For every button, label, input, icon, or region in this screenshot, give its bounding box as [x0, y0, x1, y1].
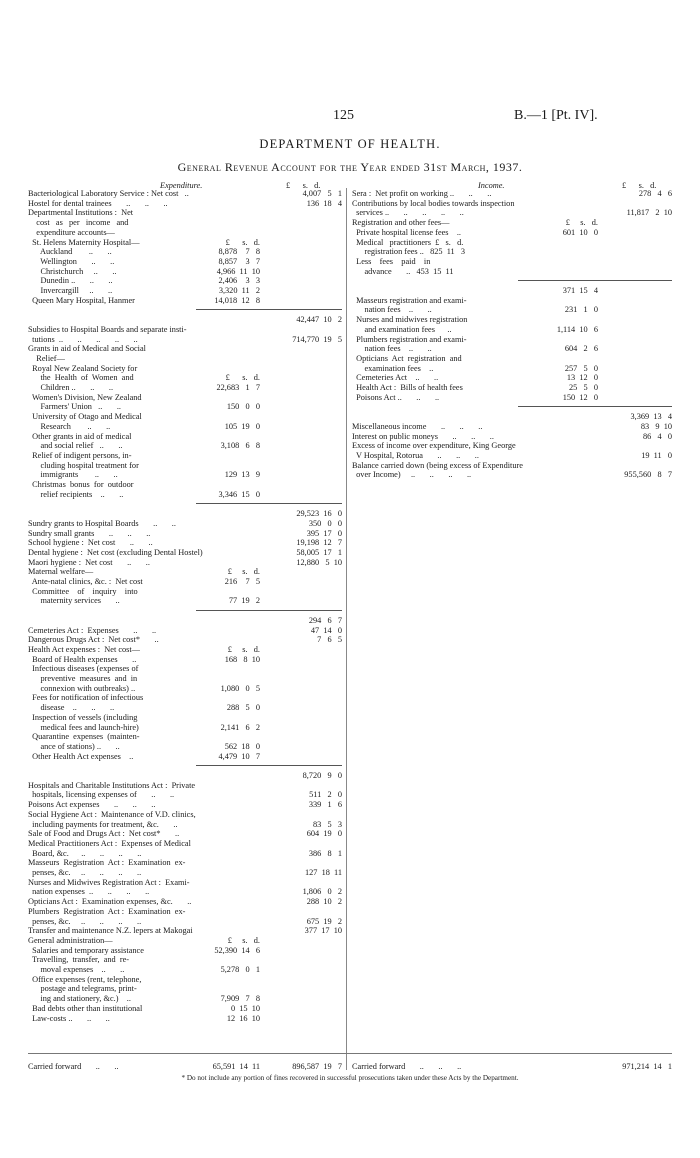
line-text: Poisons Act expenses .. .. ..	[28, 800, 156, 810]
line-amount: 127 18 11	[304, 868, 342, 877]
line-subtotal: 231 1 0	[564, 305, 598, 315]
line-text: Inspection of vessels (including	[28, 712, 138, 722]
line-text: nation fees .. ..	[352, 305, 432, 315]
line-subtotal: 1,080 0 5	[220, 683, 260, 693]
line-subtotal: £ s. d.	[227, 935, 260, 945]
line-subtotal: 601 10 0	[562, 227, 598, 237]
line-text: Registration and other fees—	[352, 218, 450, 228]
line-text: Bacteriological Laboratory Service : Net cost ..	[28, 189, 189, 198]
line-text: maternity services ..	[28, 596, 120, 606]
line-amount: 58,005 17 1	[296, 547, 342, 557]
line-text: Excess of income over expenditure, King George	[352, 441, 516, 451]
line-subtotal: 562 18 0	[224, 741, 260, 751]
line-text: Transfer and maintenance N.Z. lepers at Makogai	[28, 926, 193, 936]
line-text: disease .. .. ..	[28, 703, 115, 713]
carried-rule	[28, 1053, 672, 1054]
line-text: medical fees and launch-hire)	[28, 722, 139, 732]
subtotal-rule	[518, 406, 672, 407]
line-amount: 29,523 16 0	[296, 509, 342, 519]
line-text: Women's Division, New Zealand	[28, 392, 142, 402]
line-text: including payments for treatment, &c. ..	[28, 819, 178, 829]
line-text: ing and stationery, &c.) ..	[28, 994, 131, 1004]
line-subtotal: 4,479 10 7	[218, 751, 260, 761]
line-amount: 3,369 13 4	[630, 412, 672, 422]
line-amount: 395 17 0	[306, 528, 342, 538]
line-subtotal: 12 16 10	[226, 1013, 260, 1023]
line-text: Christmas bonus for outdoor	[28, 480, 134, 489]
line-text: tutions .. .. .. .. ..	[28, 334, 138, 344]
line-amount: 19 11 0	[641, 450, 672, 460]
line-text: St. Helens Maternity Hospital—	[28, 237, 140, 247]
subtotal-rule	[196, 610, 342, 611]
line-amount: 511 2 0	[309, 790, 342, 800]
line-amount: 12,880 5 10	[296, 557, 342, 567]
line-text: Health Act expenses : Net cost—	[28, 644, 140, 654]
line-text: Committee of inquiry into	[28, 586, 138, 596]
line-amount: 136 18 4	[306, 198, 342, 208]
line-text: cost as per income and	[28, 218, 129, 228]
line-text: School hygiene : Net cost .. ..	[28, 538, 153, 548]
line-text: Hostel for dental trainees .. .. ..	[28, 198, 168, 208]
line-text: Health Act : Bills of health fees	[352, 383, 463, 392]
line-text: Poisons Act .. .. ..	[352, 392, 440, 402]
line-text: immigrants .. ..	[28, 470, 118, 480]
line-text: Board of Health expenses ..	[28, 654, 137, 664]
line-text: Balance carried down (being excess of Expenditure	[352, 460, 523, 470]
line-text: Maternal welfare—	[28, 567, 94, 577]
line-text: Opticians Act : Examination expenses, &c. ..	[28, 897, 192, 907]
line-subtotal: 5,278 0 1	[220, 965, 260, 974]
line-text: registration fees .. 825 11 3	[352, 247, 466, 257]
line-text: Children .. .. ..	[28, 383, 114, 392]
line-amount: 278 4 6	[638, 189, 672, 198]
line-text: Sundry small grants .. .. ..	[28, 528, 151, 538]
line-subtotal: 22,683 1 7	[216, 383, 260, 392]
expenditure-currency-heading: £ s. d.	[286, 181, 321, 190]
expenditure-carried-label: Carried forward .. ..	[28, 1062, 119, 1071]
line-text: connexion with outbreaks) ..	[28, 683, 136, 693]
line-text: Nurses and Midwives Registration Act : Exami-	[28, 877, 190, 887]
subtotal-rule	[518, 280, 672, 281]
line-amount: 675 19 2	[306, 916, 342, 926]
line-amount: 955,560 8 7	[624, 470, 672, 480]
line-text: Relief of indigent persons, in-	[28, 450, 132, 460]
line-text: Research .. ..	[28, 421, 111, 431]
line-subtotal: 2,141 6 2	[220, 722, 260, 732]
line-subtotal: 371 15 4	[562, 286, 598, 295]
line-text: over Income) .. .. .. ..	[352, 470, 472, 480]
line-text: General administration—	[28, 935, 113, 945]
line-subtotal: 77 19 2	[228, 596, 260, 606]
line-amount: 4,007 5 1	[302, 189, 342, 198]
line-subtotal: 288 5 0	[226, 703, 260, 713]
line-text: Less fees paid in	[352, 256, 431, 266]
line-text: moval expenses .. ..	[28, 965, 125, 974]
line-subtotal: £ s. d.	[227, 567, 260, 577]
line-text: expenditure accounts—	[28, 227, 115, 237]
line-text: Other grants in aid of medical	[28, 431, 132, 441]
line-subtotal: 7,909 7 8	[220, 994, 260, 1004]
line-text: Hospitals and Charitable Institutions Act : Private	[28, 780, 196, 790]
line-text: Relief—	[28, 353, 65, 363]
line-text: Other Health Act expenses ..	[28, 751, 134, 761]
expenditure-carried-subtotal: 65,591 14 11	[212, 1062, 260, 1071]
footnote: * Do not include any portion of fines recovered in successful prosecutions taken under these Acts by the Department.	[181, 1074, 519, 1082]
line-amount: 294 6 7	[308, 615, 342, 625]
line-amount: 83 9 10	[640, 421, 672, 431]
line-text: penses, &c. .. .. .. ..	[28, 916, 142, 926]
line-text: Christchurch .. ..	[28, 266, 117, 276]
line-text: Plumbers Registration Act : Examination ex-	[28, 906, 186, 916]
line-subtotal: £ s. d.	[225, 373, 260, 383]
page-number: 125	[333, 108, 354, 123]
line-text: relief recipients .. ..	[28, 489, 124, 499]
line-subtotal: 168 8 10	[224, 654, 260, 664]
line-text: advance .. 453 15 11	[352, 266, 454, 276]
line-subtotal: 3,346 15 0	[218, 489, 260, 499]
line-subtotal: £ s. d.	[565, 218, 598, 228]
document-reference: B.—1 [Pt. IV].	[514, 108, 598, 123]
line-subtotal: 3,108 6 8	[220, 441, 260, 451]
line-text: examination fees ..	[352, 363, 434, 373]
line-text: Subsidies to Hospital Boards and separate insti-	[28, 324, 187, 334]
line-text: Opticians Act registration and	[352, 353, 462, 363]
line-text: Queen Mary Hospital, Hanmer	[28, 295, 135, 305]
line-amount: 339 1 6	[308, 800, 342, 810]
line-subtotal: 150 12 0	[562, 392, 598, 402]
line-text: Departmental Institutions : Net	[28, 208, 134, 218]
line-text: Social Hygiene Act : Maintenance of V.D. clinics,	[28, 809, 196, 819]
account-title: General Revenue Account for the Year ended 31st March, 1937.	[177, 160, 523, 174]
line-text: Sera : Net profit on working .. .. ..	[352, 189, 492, 198]
line-amount: 47 14 0	[310, 625, 342, 635]
line-amount: 7 6 5	[317, 635, 342, 645]
line-subtotal: 150 0 0	[226, 402, 260, 412]
line-text: Nurses and midwives registration	[352, 315, 468, 325]
line-text: Masseurs Registration Act : Examination ex-	[28, 858, 186, 868]
line-text: preventive measures and in	[28, 674, 138, 683]
line-text: postage and telegrams, print-	[28, 984, 137, 994]
line-subtotal: 8,857 3 7	[218, 256, 260, 266]
income-carried-total: 971,214 14 1	[622, 1062, 672, 1071]
line-subtotal: 1,114 10 6	[556, 324, 598, 334]
line-subtotal: 2,406 3 3	[218, 276, 260, 286]
line-text: Infectious diseases (expenses of	[28, 664, 139, 674]
line-text: penses, &c. .. .. .. ..	[28, 868, 142, 877]
line-text: and social relief .. ..	[28, 441, 123, 451]
line-text: hospitals, licensing expenses of .. ..	[28, 790, 175, 800]
line-text: Wellington .. ..	[28, 256, 115, 266]
subtotal-rule	[196, 765, 342, 766]
line-text: Maori hygiene : Net cost .. ..	[28, 557, 150, 567]
line-text: Cemeteries Act .. ..	[352, 373, 439, 383]
line-text: Office expenses (rent, telephone,	[28, 974, 142, 984]
line-amount: 386 8 1	[308, 848, 342, 858]
line-subtotal: 14,018 12 8	[214, 295, 260, 305]
line-subtotal: £ s. d.	[227, 644, 260, 654]
income-currency-heading: £ s. d.	[622, 181, 657, 190]
line-text: services .. .. .. .. ..	[352, 208, 464, 218]
line-amount: 42,447 10 2	[296, 315, 342, 325]
line-text: Ante-natal clinics, &c. : Net cost	[28, 577, 143, 586]
line-amount: 86 4 0	[642, 431, 672, 441]
line-amount: 377 17 10	[304, 926, 342, 936]
line-text: Medical Practitioners Act : Expenses of Medical	[28, 838, 191, 848]
line-text: Sale of Food and Drugs Act : Net cost* ..	[28, 829, 180, 839]
line-amount: 8,720 9 0	[302, 771, 342, 780]
line-amount: 714,770 19 5	[292, 334, 342, 344]
line-text: ance of stations) .. ..	[28, 741, 120, 751]
line-text: Contributions by local bodies towards inspection	[352, 198, 515, 208]
line-amount: 19,198 12 7	[296, 538, 342, 548]
line-text: Travelling, transfer, and re-	[28, 955, 130, 965]
line-amount: 350 0 0	[308, 518, 342, 528]
income-carried-label: Carried forward .. .. ..	[352, 1062, 462, 1071]
line-amount: 11,817 2 10	[626, 208, 672, 218]
line-text: Medical practitioners £ s. d.	[352, 237, 464, 247]
line-text: nation fees .. ..	[352, 344, 432, 354]
line-text: nation expenses .. .. .. ..	[28, 887, 150, 897]
line-text: Quarantine expenses (mainten-	[28, 732, 140, 742]
line-text: Auckland .. ..	[28, 247, 112, 257]
line-text: Fees for notification of infectious	[28, 693, 144, 703]
line-text: Law-costs .. .. ..	[28, 1013, 110, 1023]
line-subtotal: 3,320 11 2	[218, 286, 260, 295]
line-text: Dunedin .. .. ..	[28, 276, 113, 286]
line-text: Dangerous Drugs Act : Net cost* ..	[28, 635, 159, 645]
line-text: Private hospital license fees ..	[352, 227, 461, 237]
expenditure-heading: Expenditure.	[160, 181, 203, 190]
income-heading: Income.	[478, 181, 505, 190]
line-subtotal: 52,390 14 6	[214, 945, 260, 955]
line-text: Royal New Zealand Society for	[28, 363, 138, 373]
line-amount: 1,806 0 2	[302, 887, 342, 897]
line-subtotal: £ s. d.	[225, 237, 260, 247]
line-text: the Health of Women and	[28, 373, 134, 383]
line-text: Plumbers registration and exami-	[352, 334, 467, 344]
column-divider	[346, 188, 347, 1070]
line-text: Cemeteries Act : Expenses .. ..	[28, 625, 157, 635]
line-text: Invercargill .. ..	[28, 286, 113, 295]
line-text: Grants in aid of Medical and Social	[28, 344, 146, 354]
line-subtotal: 13 12 0	[566, 373, 598, 383]
line-text: Bad debts other than institutional	[28, 1003, 143, 1013]
line-amount: 288 10 2	[306, 897, 342, 907]
line-subtotal: 604 2 6	[564, 344, 598, 354]
line-text: Miscellaneous income .. .. ..	[352, 421, 483, 431]
line-text: Sundry grants to Hospital Boards .. ..	[28, 518, 176, 528]
line-subtotal: 129 13 9	[224, 470, 260, 480]
department-title: DEPARTMENT OF HEALTH.	[259, 137, 441, 151]
line-subtotal: 257 5 0	[564, 363, 598, 373]
expenditure-carried-total: 896,587 19 7	[292, 1062, 342, 1071]
line-subtotal: 216 7 5	[224, 577, 260, 586]
line-text: Board, &c. .. .. .. ..	[28, 848, 142, 858]
line-text: Farmers' Union .. ..	[28, 402, 121, 412]
line-text: Interest on public moneys .. .. ..	[352, 431, 494, 441]
subtotal-rule	[196, 309, 342, 310]
subtotal-rule	[196, 503, 342, 504]
line-amount: 604 19 0	[306, 829, 342, 839]
line-text: University of Otago and Medical	[28, 412, 142, 422]
line-subtotal: 0 15 10	[230, 1003, 260, 1013]
line-text: cluding hospital treatment for	[28, 460, 139, 470]
line-subtotal: 8,878 7 8	[218, 247, 260, 257]
line-subtotal: 4,966 11 10	[216, 266, 260, 276]
line-subtotal: 105 19 0	[224, 421, 260, 431]
line-text: Masseurs registration and exami-	[352, 295, 467, 305]
line-text: Dental hygiene : Net cost (excluding Dental Hostel)	[28, 547, 203, 557]
line-subtotal: 25 5 0	[568, 383, 598, 392]
line-text: and examination fees ..	[352, 324, 452, 334]
line-text: Salaries and temporary assistance	[28, 945, 144, 955]
line-amount: 83 5 3	[312, 819, 342, 829]
line-text: V Hospital, Rotorua .. .. ..	[352, 450, 479, 460]
